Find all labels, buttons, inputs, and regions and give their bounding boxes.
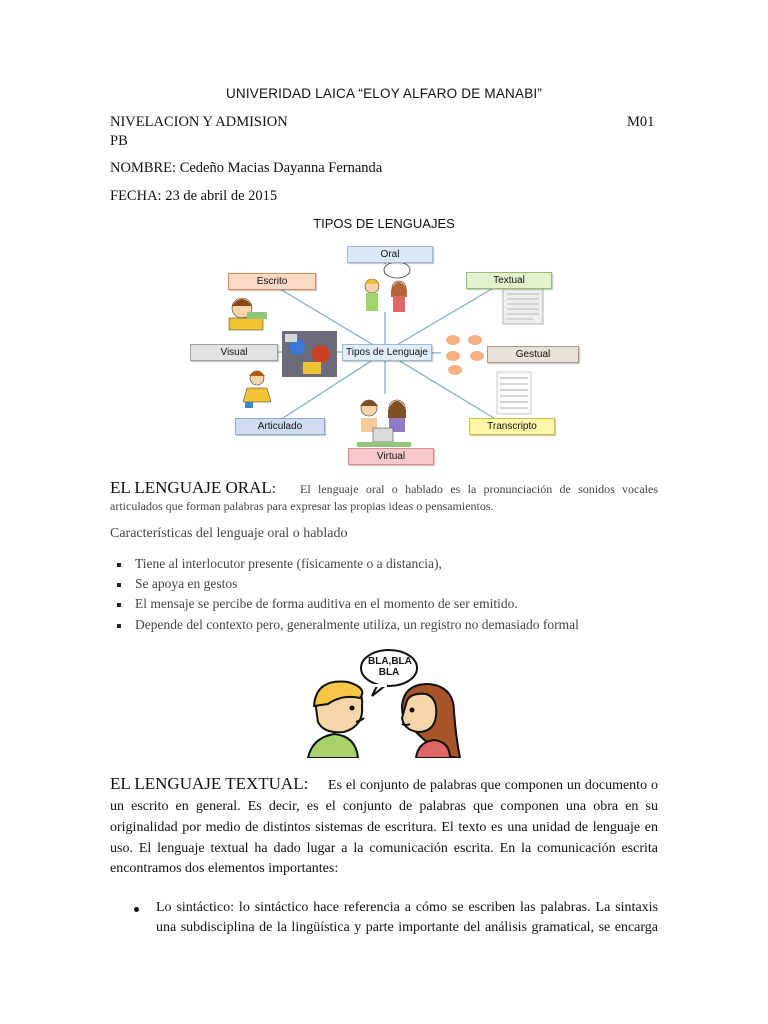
textual-line-5: encontramos dos elementos importantes:: [110, 861, 339, 876]
list-item: Depende del contexto pero, generalmente utiliza, un registro no demasiado formal: [117, 617, 579, 633]
university-title: UNIVERIDAD LAICA “ELOY ALFARO DE MANABI”: [225, 86, 543, 101]
program-group: PB: [110, 133, 128, 149]
list-item: Tiene al interlocutor presente (físicamente o a distancia),: [117, 556, 442, 572]
student-name: NOMBRE: Cedeño Macias Dayanna Fernanda: [110, 160, 383, 176]
gestual-hands-icon: [441, 328, 489, 378]
program-code: M01: [627, 114, 655, 130]
textual-line-4: uso. El lenguaje textual ha dado lugar a la comunicación escrita. En la comunicación escrita: [110, 841, 658, 856]
textual-line-2: un escrito en general. Es decir, es el conjunto de palabras que componen una obra en su: [110, 799, 658, 814]
node-escrito: Escrito: [228, 273, 316, 290]
textual-heading: EL LENGUAJE TEXTUAL:: [110, 774, 309, 793]
language-types-diagram: [185, 242, 585, 470]
textual-line-1: Es el conjunto de palabras que componen un documento o: [328, 778, 658, 793]
diagram-title: TIPOS DE LENGUAJES: [313, 216, 455, 231]
oral-intro-line2: articulados que forman palabras para expresar las propias ideas o pensamientos.: [110, 499, 494, 513]
textual-bullet-line-2: una subdisciplina de la lingüística y parte importante del análisis gramatical, se encarga: [156, 920, 658, 935]
textual-line-3: originalidad por medio de distintos sistemas de escritura. El texto es una unidad de lenguaje en: [110, 820, 658, 835]
node-articulado: Articulado: [235, 418, 325, 435]
transcripto-sheet-icon: [497, 372, 531, 414]
date-line: FECHA: 23 de abril de 2015: [110, 188, 278, 204]
node-center: Tipos de Lenguaje: [342, 344, 432, 361]
textual-book-icon: [503, 288, 543, 324]
articulado-girl-icon: [233, 368, 278, 412]
virtual-kids-icon: [355, 394, 413, 448]
list-item: El mensaje se percibe de forma auditiva en el momento de ser emitido.: [117, 596, 518, 612]
speech-bubble-text: BLA,BLA BLA: [368, 656, 412, 678]
square-bullet-icon: [117, 563, 121, 567]
program-label: NIVELACION Y ADMISION: [110, 114, 288, 130]
oral-conversation-illustration: [298, 648, 468, 758]
oral-intro-line1: El lenguaje oral o hablado es la pronunciación de sonidos vocales: [300, 482, 658, 496]
oral-subheading: Características del lenguaje oral o hablado: [110, 526, 348, 541]
list-item: [134, 902, 155, 918]
bullet-dot-icon: [134, 907, 139, 912]
node-transcripto: Transcripto: [469, 418, 555, 435]
oral-heading: EL LENGUAJE ORAL:: [110, 478, 276, 497]
square-bullet-icon: [117, 583, 121, 587]
node-textual: Textual: [466, 272, 552, 289]
square-bullet-icon: [117, 624, 121, 628]
list-item: Se apoya en gestos: [117, 576, 237, 592]
escrito-child-icon: [225, 294, 270, 332]
oral-kids-icon: [361, 262, 411, 312]
textual-bullet-line-1: Lo sintáctico: lo sintáctico hace referencia a cómo se escriben las palabras. La sintaxis: [156, 900, 658, 915]
node-gestual: Gestual: [487, 346, 579, 363]
node-oral: Oral: [347, 246, 433, 263]
node-visual: Visual: [190, 344, 278, 361]
node-virtual: Virtual: [348, 448, 434, 465]
visual-toys-icon: [282, 331, 337, 377]
square-bullet-icon: [117, 603, 121, 607]
